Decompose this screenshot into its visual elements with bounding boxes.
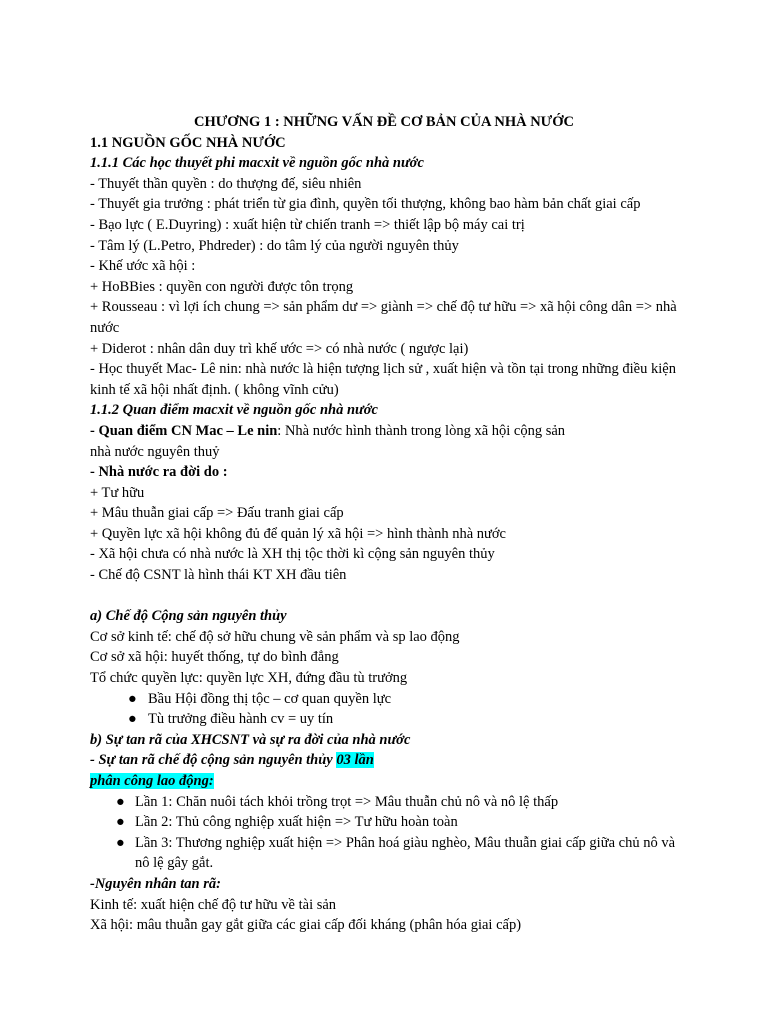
paragraph: Cơ sở xã hội: huyết thống, tự do bình đẳng xyxy=(90,649,339,666)
paragraph: - Bạo lực ( E.Duyring) : xuất hiện từ chiến tranh => thiết lập bộ máy cai trị xyxy=(90,216,525,233)
paragraph: - Xã hội chưa có nhà nước là XH thị tộc thời kì cộng sản nguyên thủy xyxy=(90,546,495,563)
bold-lead: - Quan điểm CN Mac – Le nin xyxy=(90,422,278,439)
paragraph: Kinh tế: xuất hiện chế độ tư hữu về tài sản xyxy=(90,896,337,913)
paragraph: + Diderot : nhân dân duy trì khế ước => có nhà nước ( ngược lại) xyxy=(90,340,469,357)
list-item: ● Lần 2: Thủ công nghiệp xuất hiện => Tư hữu hoàn toàn xyxy=(90,812,680,833)
paragraph: + Quyền lực xã hội không đủ để quản lý xã hội => hình thành nhà nước xyxy=(90,525,506,542)
paragraph: - Thuyết gia trưởng : phát triển từ gia đình, quyền tối thượng, không bao hàm bản chất giai cấp xyxy=(90,196,641,213)
paragraph: + Tư hữu xyxy=(90,484,145,501)
bullet-icon: ● xyxy=(116,814,125,831)
heading-1-1: 1.1 NGUỒN GỐC NHÀ NƯỚC xyxy=(90,134,286,151)
blank-line xyxy=(90,586,678,607)
heading-a: a) Chế độ Cộng sản nguyên thủy xyxy=(90,608,287,625)
paragraph-bold: - Nhà nước ra đời do : xyxy=(90,464,228,481)
paragraph-bold-italic xyxy=(90,771,678,792)
paragraph: - Chế độ CSNT là hình thái KT XH đầu tiên xyxy=(90,567,347,584)
paragraph: + Mâu thuẫn giai cấp => Đấu tranh giai cấp xyxy=(90,505,344,522)
heading-1-1-1: 1.1.1 Các học thuyết phi macxit về nguồn gốc nhà nước xyxy=(90,155,424,172)
paragraph: - Tâm lý (L.Petro, Phdreder) : do tâm lý của người nguyên thủy xyxy=(90,237,459,254)
list-item: ● Lần 1: Chăn nuôi tách khỏi trồng trọt => Mâu thuẫn chủ nô và nô lệ thấp xyxy=(90,792,680,813)
heading-b: b) Sự tan rã của XHCSNT và sự ra đời của nhà nước xyxy=(90,731,411,748)
paragraph: nhà nước nguyên thuỷ xyxy=(90,443,220,460)
paragraph: Xã hội: mâu thuẫn gay gắt giữa các giai cấp đối kháng (phân hóa giai cấp) xyxy=(90,917,522,934)
paragraph: - Học thuyết Mac- Lê nin: nhà nước là hiện tượng lịch sử , xuất hiện và tồn tại trong những điều kiện kinh tế xã hội nhất định. ( không vĩnh cửu) xyxy=(90,361,676,398)
paragraph: - Khế ước xã hội : xyxy=(90,258,196,275)
chapter-title: CHƯƠNG 1 : NHỮNG VẤN ĐỀ CƠ BẢN CỦA NHÀ NƯỚC xyxy=(194,114,574,130)
paragraph: Cơ sở kinh tế: chế độ sở hữu chung về sản phẩm và sp lao động xyxy=(90,628,460,645)
bullet-list-b xyxy=(90,792,678,874)
paragraph: - Thuyết thần quyền : do thượng đế, siêu nhiên xyxy=(90,175,362,192)
heading-1-1-2: 1.1.2 Quan điểm macxit về nguồn gốc nhà nước xyxy=(90,402,378,419)
paragraph xyxy=(90,421,678,442)
paragraph: + Rousseau : vì lợi ích chung => sản phẩm dư => giành => chế độ tư hữu => xã hội công dân => nhà nước xyxy=(90,299,677,336)
highlight: 03 lần xyxy=(336,752,374,769)
paragraph: Tổ chức quyền lực: quyền lực XH, đứng đầu tù trưởng xyxy=(90,670,408,687)
bullet-icon: ● xyxy=(128,711,137,728)
paragraph-bold-italic: - Sự tan rã chế độ cộng sản nguyên thủy 03 lần xyxy=(90,752,374,769)
list-item: ● Lần 3: Thương nghiệp xuất hiện => Phân hoá giàu nghèo, Mâu thuẫn giai cấp giữa chủ nô và nô lệ gây gắt. xyxy=(116,834,676,872)
bullet-icon: ● xyxy=(116,834,125,851)
list-item: ● Tù trưởng điều hành cv = uy tín xyxy=(90,709,678,730)
list-item: ● Bầu Hội đồng thị tộc – cơ quan quyền lực xyxy=(90,689,678,710)
highlight: phân công lao động: xyxy=(90,773,214,789)
bullet-list-a xyxy=(90,689,678,730)
bullet-icon: ● xyxy=(116,793,125,810)
heading-c: -Nguyên nhân tan rã: xyxy=(90,875,221,892)
text-run: : Nhà nước hình thành trong lòng xã hội cộng sản xyxy=(277,422,566,439)
paragraph: + HoBBies : quyền con người được tôn trọng xyxy=(90,278,354,295)
bullet-icon: ● xyxy=(128,690,137,707)
